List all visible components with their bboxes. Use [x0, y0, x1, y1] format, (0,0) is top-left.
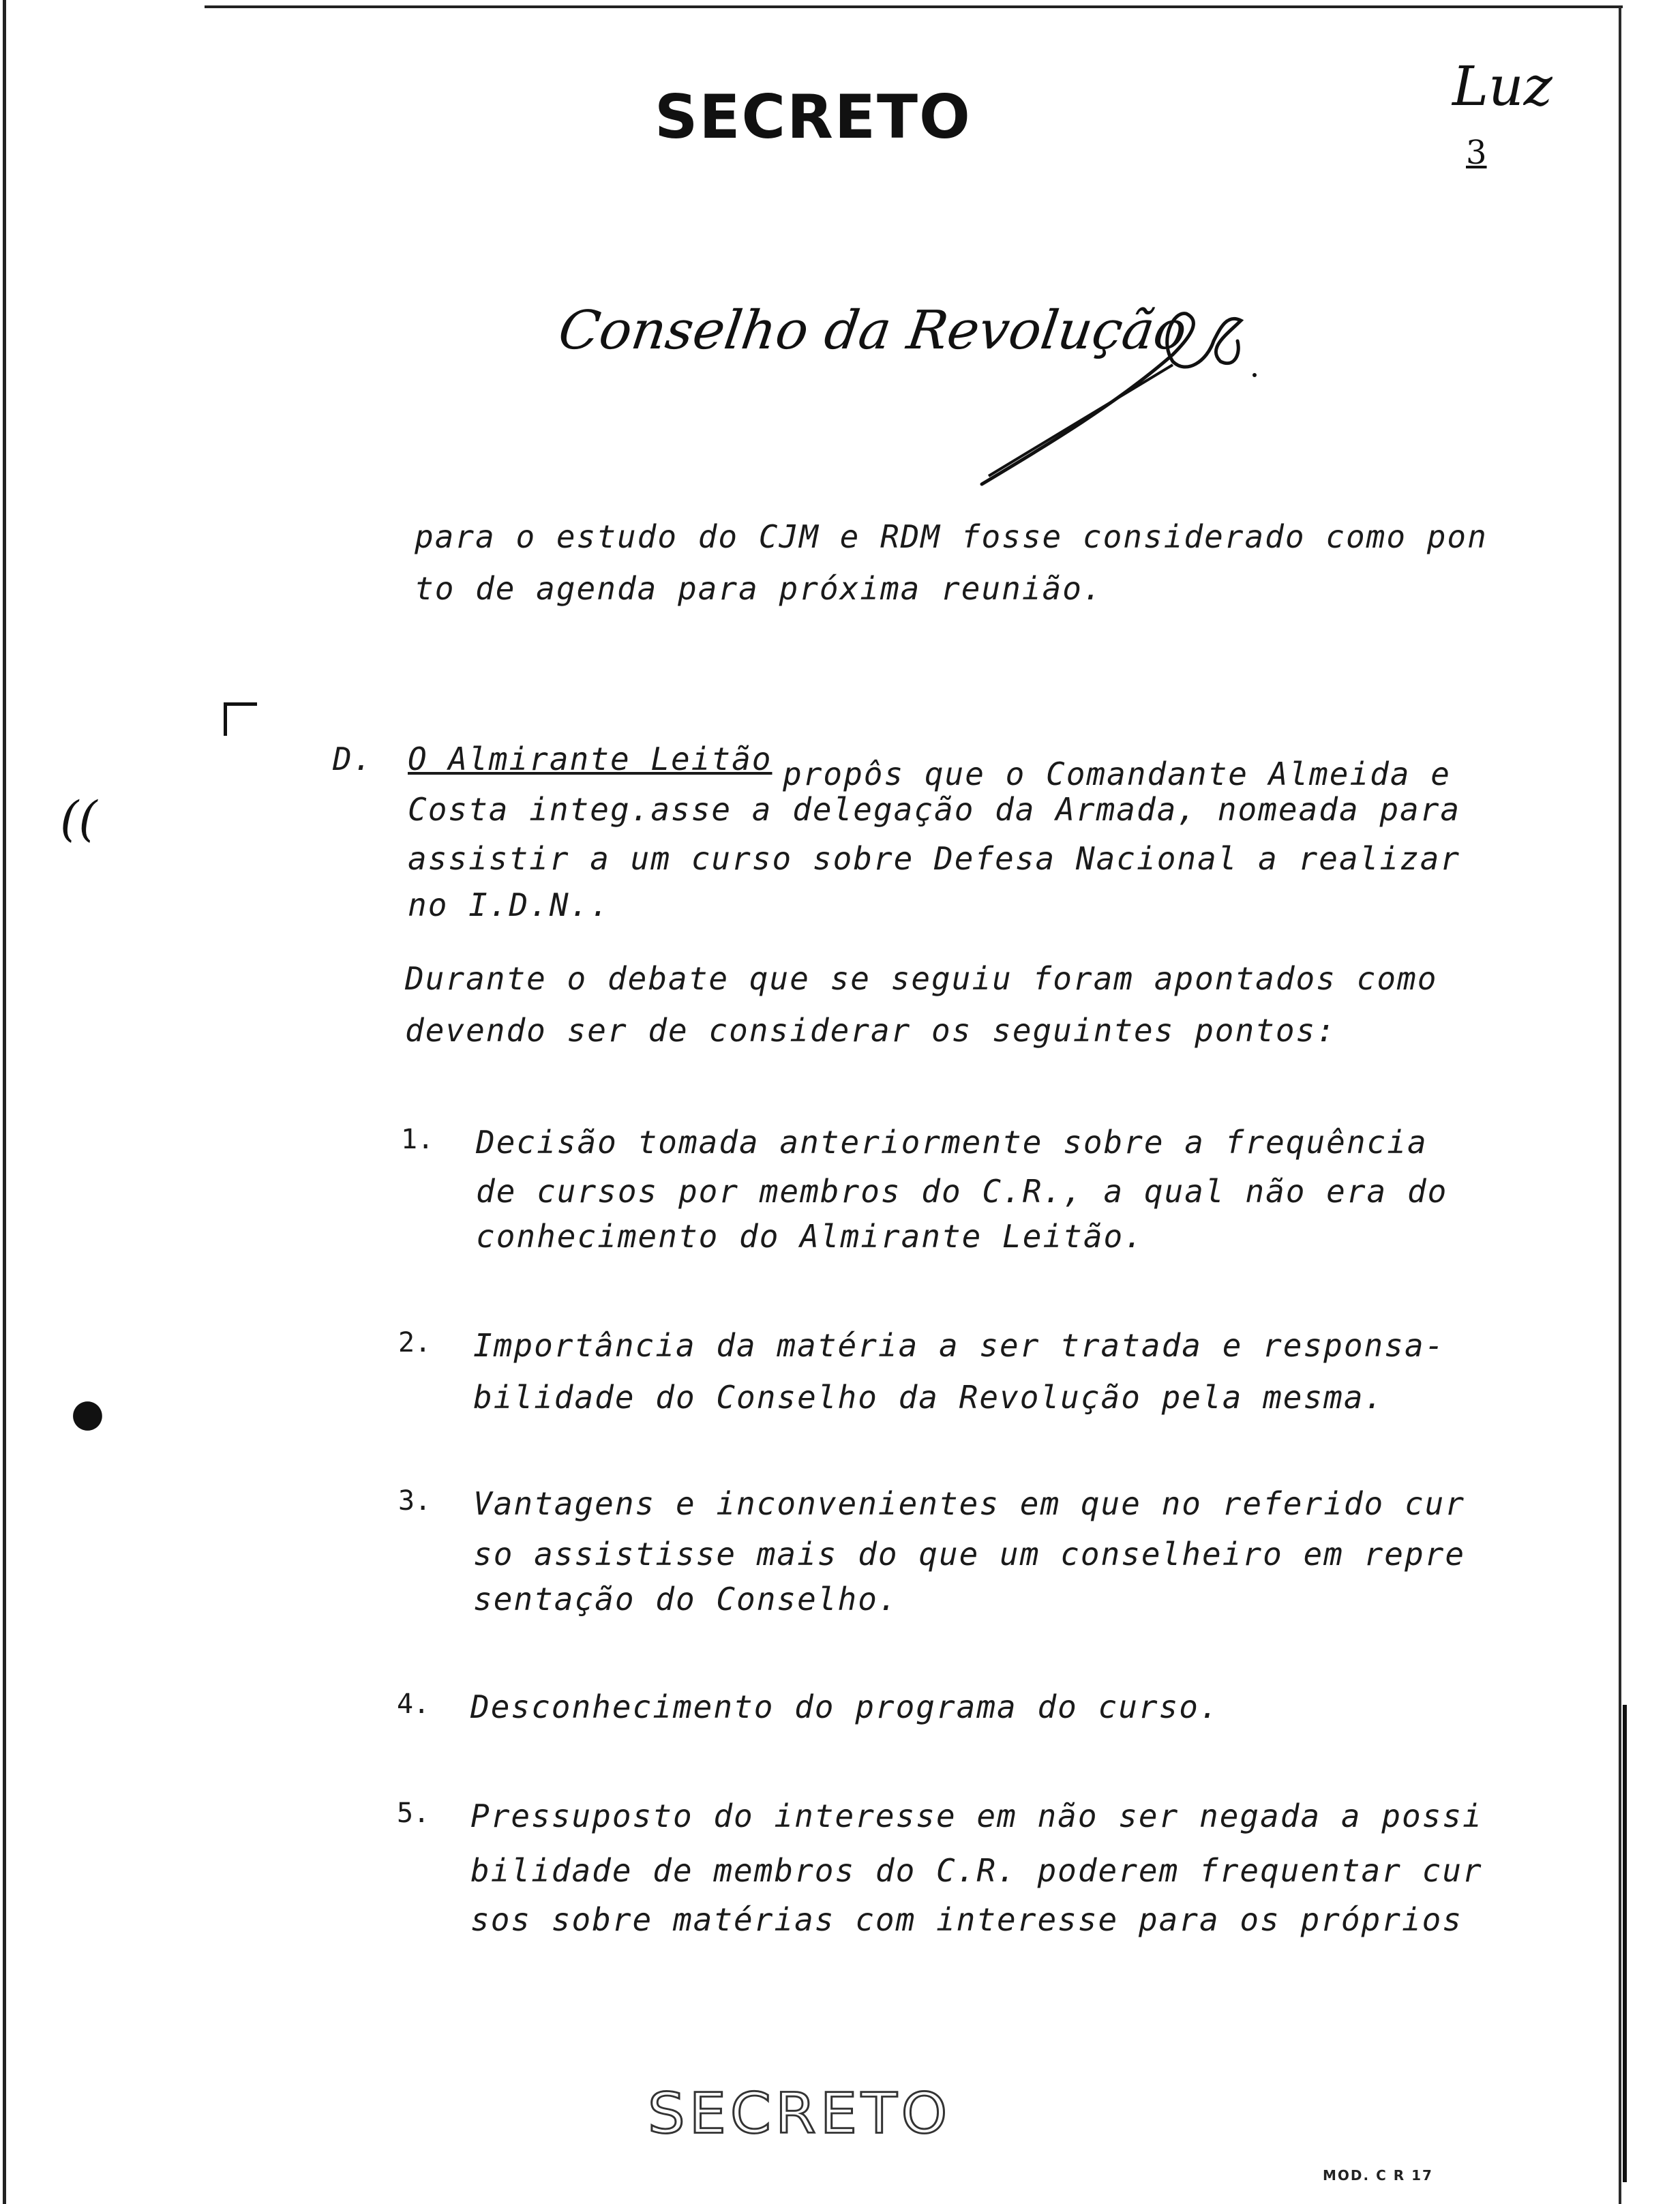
item-line: so assistisse mais do que um conselheiro em repre: [473, 1536, 1466, 1573]
section-line: assistir a um curso sobre Defesa Nacional a realizar: [408, 840, 1461, 877]
debate-line: devendo ser de considerar os seguintes pontos:: [405, 1012, 1336, 1049]
signature-icon: [968, 300, 1268, 505]
page-edge-right: [1619, 7, 1621, 2204]
page-initial-handwritten: Luz: [1452, 55, 1552, 118]
section-line: propôs que o Comandante Almeida e: [783, 756, 1451, 792]
item-number: 1.: [401, 1124, 434, 1155]
classification-stamp-top: SECRETO: [655, 82, 972, 152]
item-line: conhecimento do Almirante Leitão.: [476, 1218, 1144, 1255]
page-edge-right-shadow: [1623, 1705, 1627, 2182]
page-edge-top: [205, 5, 1623, 8]
punch-hole-mark-icon: ●: [71, 1391, 104, 1435]
item-line: bilidade do Conselho da Revolução pela mesma.: [473, 1379, 1385, 1416]
item-number: 3.: [398, 1485, 432, 1517]
item-number: 5.: [397, 1798, 430, 1829]
debate-line: Durante o debate que se seguiu foram apontados como: [405, 960, 1438, 997]
section-line: Costa integ.asse a delegação da Armada, nomeada para: [408, 791, 1461, 828]
item-line: sentação do Conselho.: [473, 1581, 899, 1618]
item-line: Pressuposto do interesse em não ser negada a possi: [470, 1798, 1483, 1834]
item-line: Decisão tomada anteriormente sobre a frequência: [476, 1124, 1428, 1161]
punch-hole-mark-icon: ((: [60, 791, 97, 847]
bracket-mark: [224, 702, 257, 736]
item-line: Vantagens e inconvenientes em que no referido cur: [473, 1485, 1466, 1522]
section-line: no I.D.N..: [408, 887, 610, 923]
item-number: 2.: [398, 1327, 432, 1358]
section-label: D.: [333, 741, 374, 777]
item-line: de cursos por membros do C.R., a qual não era do: [476, 1173, 1448, 1210]
item-number: 4.: [397, 1688, 430, 1720]
page-number: 3: [1466, 134, 1487, 172]
item-line: sos sobre matérias com interesse para os próprios: [470, 1901, 1463, 1938]
letterhead: Conselho da Revolução: [554, 300, 1190, 361]
intro-line: to de agenda para próxima reunião.: [415, 570, 1103, 607]
page-edge-left: [3, 0, 6, 2204]
intro-line: para o estudo do CJM e RDM fosse considerado como pon: [415, 518, 1488, 555]
item-line: bilidade de membros do C.R. poderem frequentar cur: [470, 1852, 1483, 1889]
item-line: Desconhecimento do programa do curso.: [470, 1688, 1220, 1725]
section-subject: O Almirante Leitão: [408, 741, 772, 777]
classification-stamp-bottom: SECRETO: [648, 2081, 952, 2147]
form-code: MOD. C R 17: [1323, 2167, 1433, 2184]
item-line: Importância da matéria a ser tratada e responsa-: [473, 1327, 1445, 1364]
